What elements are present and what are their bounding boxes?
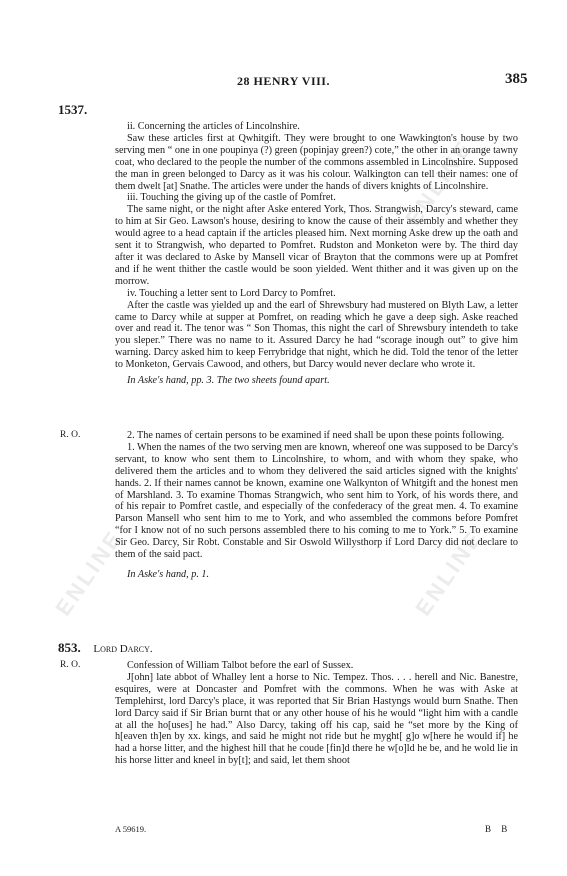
entry-title: Confession of William Talbot before the earl of Sussex. (127, 660, 354, 671)
entry-body (115, 660, 518, 767)
footer-sheet-mark: B B (485, 824, 512, 834)
subheading: ii. Concerning the articles of Lincolnshire. (127, 121, 300, 132)
paragraph: After the castle was yielded up and the earl of Shrewsbury had mustered on Blyth Law, a letter came to Darcy while at supper at Pomfret, on reading which he gave a deep sigh. Aske reached over and read it. The tenor was “ Son Thomas, this night the carl of Shrewsbury intendeth to take you sleper.” There was no name to it. Assured Darcy he had “scorage inough out” to give him warning. Darcy asked him to keep Ferrybridge that night, which he did. Told the tenor of the letter to Monketon, Gervais Cawood, and others, but Darcy would never declare who wrote it. (115, 299, 518, 371)
subheading: iii. Touching the giving up of the castle of Pomfret. (127, 192, 336, 204)
paragraph: Saw these articles first at Qwhitgift. They were brought to one Wawkington's house by two serving men “ one in one poupinya (?) green (popinjay green?) cote,” the other in an orange tawny coat, who declared to the people the number of the commons assembled in Lincolnshire. Supposed the man in green belonged to Darcy as it was his colour. Walkington can tell their names: one of them dwelt [at] Snathe. The articles were under the hands of divers knights of Lincolnshire. (115, 132, 518, 192)
running-header: 28 HENRY VIII. (237, 74, 330, 88)
section-examination (115, 430, 518, 581)
page-number: 385 (505, 71, 528, 87)
hand-note: In Aske's hand, p. 1. (127, 568, 210, 580)
entry-heading (58, 640, 518, 656)
footer-signature: A 59619. (115, 824, 147, 834)
section-articles (115, 121, 518, 387)
subheading: iv. Touching a letter sent to Lord Darcy to Pomfret. (127, 287, 336, 299)
paragraph: 1. When the names of the two serving men are known, whereof one was supposed to be Darcy's servant, to know who sent them to Lincolnshire, to whom, and with whom they spake, who delivered them the articles and to whom they delivered the said articles signed with the knights' hands. 2. If their names cannot be known, examine one Walkynton of Whitgift and the honest men of Marshland. 3. To examine Thomas Strangwich, who sent him to York, of his words there, and of his repair to Pomfret castle, and especially of the confederacy of the great men. 4. To examine Parson Mansell who sent him to me to York, and who assembled the commons before Pomfret “for I know not of no such persons assembled there to his coming to me to York.” 5. To examine Sir Geo. Darcy, Sir Robt. Constable and Sir Oswold Willysthorp if Lord Darcy did not declare to them of the said pact. (115, 441, 518, 561)
entry-name: Lord Darcy. (93, 643, 153, 655)
paragraph: The same night, or the night after Aske entered York, Thos. Strangwish, Darcy's steward, came to him at Sir Geo. Lawson's house, desiring to know the cause of their assembly and whether they would agree to a head captain if the articles pleased him. Next morning Aske drew up the oath and sent it to Strangwish, who departed to Pomfret. Rudston and Monketon were by. The third day after it was declared to Aske by Mansell vicar of Brayton that the commons were up at Pomfret and if he went thither the castle would be soon yielded. Went thither and it was given up on the morrow. (115, 204, 518, 287)
margin-source: R. O. (60, 430, 81, 440)
entry-number: 853. (58, 640, 81, 655)
year-heading: 1537. (58, 102, 88, 117)
watermark: ENLINE (400, 135, 478, 231)
margin-source: R. O. (60, 660, 81, 670)
hand-note: In Aske's hand, pp. 3. The two sheets found apart. (127, 375, 330, 387)
watermark: ENLINE (410, 525, 488, 621)
watermark: ENLINE (50, 525, 128, 621)
paragraph: 2. The names of certain persons to be examined if need shall be upon these points following. (127, 430, 505, 441)
paragraph: J[ohn] late abbot of Whalley lent a horse to Nic. Tempez. Thos. . . . herell and Nic. Banestre, esquires, were at Doncaster and Pomfret with the commons. When he was with Aske at Templehirst, lord Darcy's place, it was reported that Sir Brian Hastyngs would burn Snathe. Then lord Darcy said if Sir Brian burnt that or any other house of his he would “light him with a candle at all the ho[uses] he had.” Also Darcy, taking off his cap, said he “set more by the King of h[eaven th]en by xx. kings, and said he might not ride but he myght[ g]o w[here he would if] he had a horse litter, and the highest hill that he coude [fin]d there he w[o]ld he be, and he wold lie in his horse litter and kneel in by[t]; and said, let them shoot (115, 671, 518, 767)
